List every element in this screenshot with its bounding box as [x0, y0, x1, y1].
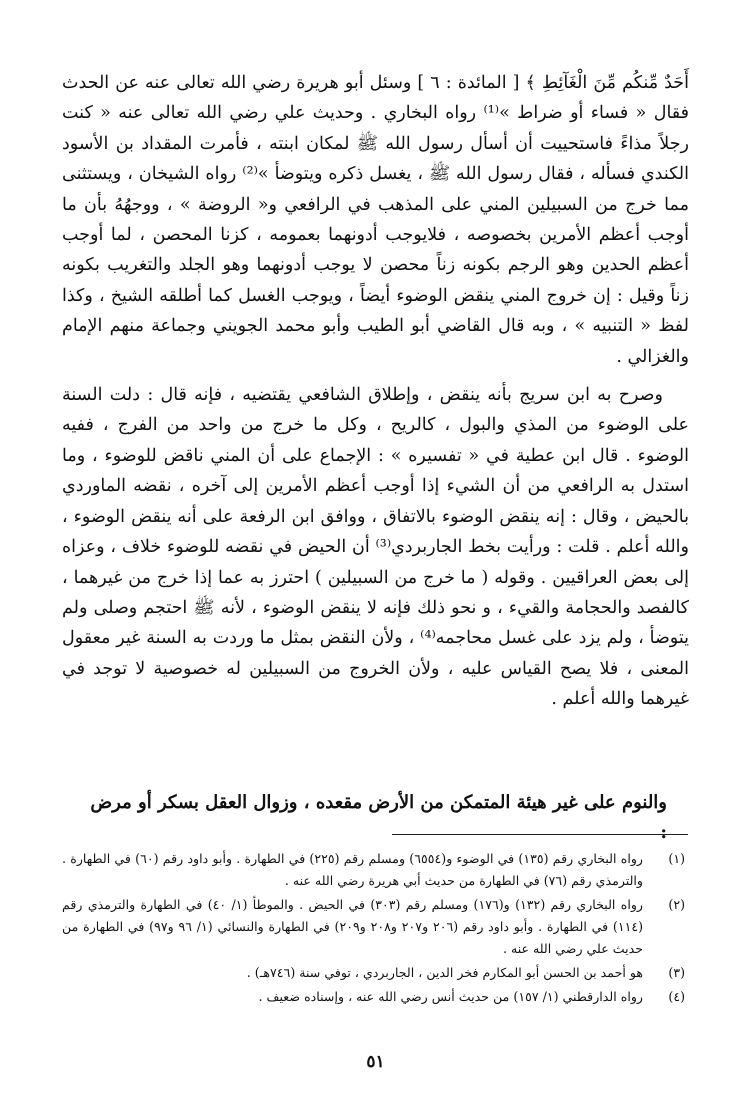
footnote-4	[62, 986, 689, 1008]
footnote-text: رواه البخاري رقم (١٣٢) و(١٧٦) ومسلم رقم (٣٠٣) في الحيض . والموطأ (١/ ٤٠) في الطهارة والترمذي رقم (١١٤) في الطهارة . وأبو داود رقم (٢٠٦ و٢٠٧ و٢٠٨ و٢٠٩) في الطهارة والنسائي (١/ ٩٦ و٩٧) في الطهارة من حديث علي رضي الله عنه .	[62, 897, 644, 956]
footnote-number: (٣)	[668, 965, 685, 980]
footnote-number: (١)	[668, 851, 685, 866]
footnote-number: (٢)	[668, 897, 685, 912]
footnote-text: رواه البخاري رقم (١٣٥) في الوضوء و(٦٥٥٤) ومسلم رقم (٢٢٥) في الطهارة . وأبو داود رقم (٦٠) في الطهارة . والترمذي رقم (٧٦) في الطهارة من حديث أبي هريرة رضي الله عنه .	[62, 851, 643, 888]
footnote-2	[62, 894, 689, 960]
footnote-number: (٤)	[668, 989, 685, 1004]
main-body-text	[62, 68, 689, 723]
matn-heading: والنوم على غير هيئة المتمكن من الأرض مقعده ، وزوال العقل بسكر أو مرض :	[90, 792, 667, 843]
footnote-3	[62, 962, 689, 984]
footnote-text: هو أحمد بن الحسن أبو المكارم فخر الدين ، الجاربردي ، توفي سنة (٧٤٦هـ) .	[246, 965, 643, 980]
footnotes	[62, 848, 689, 1010]
footnote-text: رواه الدارقطني (١/ ١٥٧) من حديث أنس رضي الله عنه ، وإسناده ضعيف .	[258, 989, 643, 1004]
body-paragraph-2: وصرح به ابن سريج بأنه ينقض ، وإطلاق الشافعي يقتضيه ، فإنه قال : دلت السنة على الوضوء من المذي والبول ، كالريح ، وكل ما خرج من واحد من الفرج ، ففيه الوضوء . قال ابن عطية في « تفسيره » : الإجماع على أن المني ناقض للوضوء ، وما استدل به الرافعي من أن الشيء إذا أوجب أعظم الأمرين إلى آخره ، نقضه الماوردي بالحيض ، وقال : إنه ينقض الوضوء بالاتفاق ، ووافق ابن الرفعة على أنه ينقض الوضوء ، والله أعلم . قلت : ورأيت بخط الجاربردي⁽³⁾ أن الحيض في نقضه للوضوء خلاف ، وعزاه إلى بعض العراقيين . وقوله ( ما خرج من السبيلين ) احترز به عما إذا خرج من غيرهما ، كالفصد والحجامة والقيء ، و نحو ذلك فإنه لا ينقض الوضوء ، لأنه ﷺ احتجم وصلى ولم يتوضأ ، ولم يزد على غسل محاجمه⁽⁴⁾ ، ولأن النقض بمثل ما وردت به السنة غير معقول المعنى ، فلا يصح القياس عليه ، ولأن الخروج من السبيلين له خصوصية لا توجد في غيرهما والله أعلم .	[62, 385, 689, 710]
footnote-separator	[392, 834, 688, 835]
page-number: ٥١	[366, 1052, 385, 1072]
footnote-1	[62, 848, 689, 892]
body-paragraph-1: أَحَدٌ مِّنكُم مِّنَ الْغَآئِطِ ﴾ [ المائدة : ٦ ] وسئل أبو هريرة رضي الله تعالى عنه عن الحدث فقال « فساء أو ضراط »⁽¹⁾ رواه البخاري . وحديث علي رضي الله تعالى عنه « كنت رجلاً مذاءً فاستحييت أن أسأل رسول الله ﷺ لمكان ابنته ، فأمرت المقداد بن الأسود الكندي فسأله ، فقال رسول الله ﷺ ، يغسل ذكره ويتوضأ »⁽²⁾ رواه الشيخان ، ويستثنى مما خرج من السبيلين المني على المذهب في الرافعي و« الروضة » ، ووجهُهُ بأن ما أوجب أعظم الأمرين بخصوصه ، فلايوجب أدونهما بعمومه ، كزنا المحصن ، لما أوجب أعظم الحدين وهو الرجم بكونه زناً محصن لا يوجب أدونهما وهو الجلد والتغريب بكونه زناً وقيل : إن خروج المني ينقض الوضوء أيضاً ، ويوجب الغسل كما أطلقه الشيخ ، وكذا لفظ « التنبيه » ، وبه قال القاضي أبو الطيب وأبو محمد الجويني وجماعة منهم الإمام والغزالي .	[62, 73, 689, 367]
